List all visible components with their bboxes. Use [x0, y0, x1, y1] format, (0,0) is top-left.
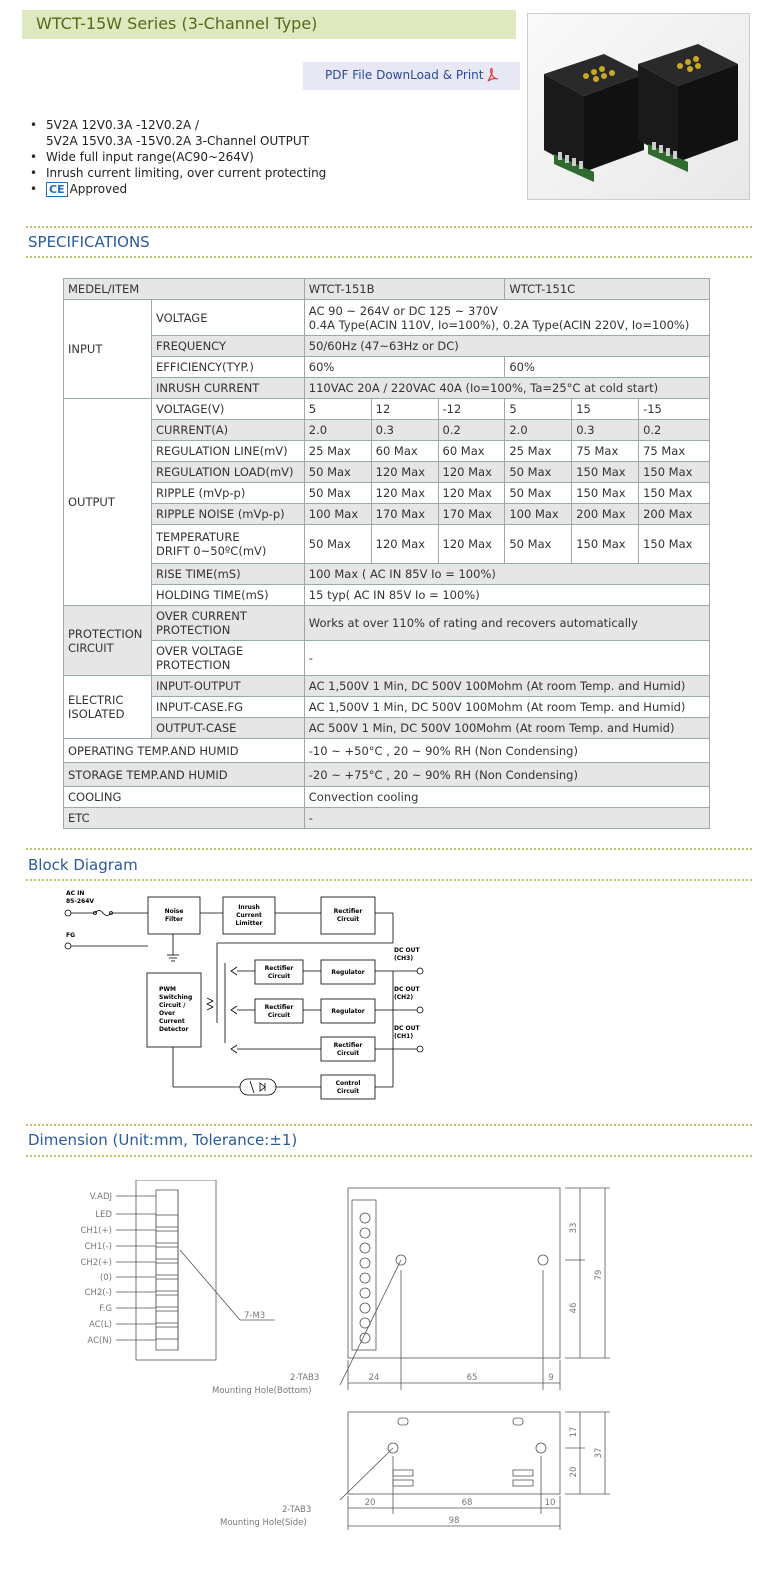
diagram-label: Rectifier [333, 908, 363, 915]
table-cell: AC 500V 1 Min, DC 500V 100Mohm (At room Temp. and Humid) [304, 718, 709, 739]
table-header-cell: WTCT-151C [505, 279, 710, 300]
diagram-label: DC OUT [394, 986, 420, 993]
table-cell: 2.0 [304, 420, 371, 441]
diagram-label: DC OUT [394, 1025, 420, 1032]
table-cell: 100 Max [304, 504, 371, 525]
table-cell: 50 Max [304, 462, 371, 483]
pdf-icon [485, 67, 499, 83]
table-cell: 200 Max [572, 504, 639, 525]
feature-item: • 5V2A 12V0.3A -12V0.2A / 5V2A 15V0.3A -15V0.2A 3-Channel OUTPUT [30, 117, 326, 149]
diagram-label: 65 [466, 1373, 478, 1383]
table-cell: 150 Max [639, 483, 710, 504]
diagram-label: 79 [594, 1269, 604, 1281]
diagram-label: Circuit [336, 916, 360, 923]
table-cell: VOLTAGE [151, 300, 304, 336]
table-cell: 25 Max [505, 441, 572, 462]
diagram-label: 10 [544, 1498, 556, 1508]
table-cell: REGULATION LOAD(mV) [151, 462, 304, 483]
table-cell: 110VAC 20A / 220VAC 40A (Io=100%, Ta=25°C at cold start) [304, 378, 709, 399]
diagram-label: PWM [159, 986, 176, 993]
table-cell: INPUT [64, 300, 152, 399]
diagram-label: Rectifier [333, 1042, 363, 1049]
divider [26, 879, 752, 881]
table-cell: 50 Max [505, 483, 572, 504]
table-cell: 0.3 [572, 420, 639, 441]
diagram-label: DC OUT [394, 947, 420, 954]
table-cell: 75 Max [639, 441, 710, 462]
table-cell: 25 Max [304, 441, 371, 462]
table-cell: -10 ~ +50°C , 20 ~ 90% RH (Non Condensing) [304, 739, 709, 763]
diagram-label: 9 [548, 1373, 554, 1383]
table-cell: 170 Max [438, 504, 505, 525]
diagram-label: Over [159, 1010, 176, 1017]
table-cell: 50 Max [505, 525, 572, 564]
table-row [64, 585, 710, 606]
table-cell: ELECTRIC ISOLATED [64, 676, 152, 739]
table-row [64, 441, 710, 462]
table-cell: 2.0 [505, 420, 572, 441]
spec-table [63, 278, 710, 829]
table-cell: 150 Max [572, 462, 639, 483]
table-cell: 200 Max [639, 504, 710, 525]
table-cell: 15 typ( AC IN 85V Io = 100%) [304, 585, 709, 606]
table-cell: 75 Max [572, 441, 639, 462]
diagram-label: Inrush [238, 904, 260, 911]
diagram-label: 20 [569, 1466, 579, 1478]
table-cell: OVER CURRENT PROTECTION [151, 606, 304, 641]
table-cell: 60 Max [371, 441, 438, 462]
table-cell: 150 Max [639, 525, 710, 564]
pdf-download-button[interactable] [303, 62, 520, 90]
diagram-label: 33 [569, 1222, 579, 1234]
table-row [64, 336, 710, 357]
table-cell: 100 Max [505, 504, 572, 525]
block-diagram [55, 883, 435, 1108]
product-photo [527, 13, 750, 200]
diagram-label: (CH1) [394, 1033, 414, 1040]
table-cell: 5 [505, 399, 572, 420]
diagram-label: Current [159, 1018, 185, 1025]
table-cell: AC 90 ~ 264V or DC 125 ~ 370V 0.4A Type(ACIN 110V, Io=100%), 0.2A Type(ACIN 220V, Io=100%) [304, 300, 709, 336]
table-cell: 50 Max [304, 483, 371, 504]
table-row [64, 808, 710, 829]
table-row [64, 420, 710, 441]
block-diagram-heading: Block Diagram [28, 856, 138, 874]
table-cell: RISE TIME(mS) [151, 564, 304, 585]
diagram-label: 2-TAB3 [282, 1505, 312, 1515]
diagram-label: Circuit [336, 1050, 360, 1057]
diagram-label: CH1(+) [80, 1226, 112, 1236]
diagram-label: 85-264V [66, 898, 95, 905]
table-row [64, 504, 710, 525]
diagram-label: Circuit [336, 1088, 360, 1095]
table-cell: -15 [639, 399, 710, 420]
diagram-label: 68 [461, 1498, 473, 1508]
divider [26, 256, 752, 258]
diagram-label: 37 [594, 1447, 604, 1459]
ce-mark-icon: CE [46, 182, 68, 197]
table-cell: 50/60Hz (47~63Hz or DC) [304, 336, 709, 357]
diagram-label: Noise [164, 908, 184, 915]
table-cell: COOLING [64, 787, 305, 808]
table-row [64, 763, 710, 787]
table-cell: 60% [505, 357, 710, 378]
dimension-drawing [60, 1180, 620, 1550]
table-cell: AC 1,500V 1 Min, DC 500V 100Mohm (At room Temp. and Humid) [304, 676, 709, 697]
table-cell: 100 Max ( AC IN 85V Io = 100%) [304, 564, 709, 585]
table-row [64, 357, 710, 378]
table-cell: REGULATION LINE(mV) [151, 441, 304, 462]
table-cell: OUTPUT-CASE [151, 718, 304, 739]
table-row [64, 279, 710, 300]
table-cell: FREQUENCY [151, 336, 304, 357]
diagram-label: FG [66, 932, 76, 939]
diagram-label: AC IN [66, 890, 85, 897]
table-cell: 120 Max [371, 462, 438, 483]
table-row [64, 718, 710, 739]
table-cell: OUTPUT [64, 399, 152, 606]
table-row [64, 483, 710, 504]
table-cell: 170 Max [371, 504, 438, 525]
diagram-label: 17 [569, 1426, 579, 1438]
table-header-cell: MEDEL/ITEM [64, 279, 305, 300]
table-cell: 120 Max [438, 462, 505, 483]
table-cell: ETC [64, 808, 305, 829]
table-row [64, 606, 710, 641]
table-cell: 120 Max [371, 483, 438, 504]
table-cell: Works at over 110% of rating and recovers automatically [304, 606, 709, 641]
table-cell: 150 Max [639, 462, 710, 483]
diagram-label: Regulator [331, 969, 365, 976]
table-cell: 15 [572, 399, 639, 420]
table-cell: INPUT-CASE.FG [151, 697, 304, 718]
table-cell: 120 Max [438, 483, 505, 504]
table-row [64, 525, 710, 564]
diagram-label: (0) [99, 1273, 112, 1283]
diagram-label: Mounting Hole(Bottom) [212, 1386, 312, 1396]
table-cell: VOLTAGE(V) [151, 399, 304, 420]
table-cell: 50 Max [304, 525, 371, 564]
table-cell: 150 Max [572, 483, 639, 504]
feature-item: • Wide full input range(AC90~264V) [30, 149, 326, 165]
product-title: WTCT-15W Series (3-Channel Type) [36, 14, 318, 33]
table-cell: PROTECTION CIRCUIT [64, 606, 152, 676]
diagram-label: AC(L) [89, 1320, 112, 1330]
table-cell: 50 Max [505, 462, 572, 483]
diagram-label: Circuit [267, 1012, 291, 1019]
diagram-label: Switching [159, 994, 193, 1001]
diagram-label: Rectifier [264, 1004, 294, 1011]
table-cell: 60 Max [438, 441, 505, 462]
diagram-label: Current [236, 912, 262, 919]
table-cell: 12 [371, 399, 438, 420]
divider [26, 1155, 752, 1157]
diagram-label: Detector [159, 1026, 189, 1033]
divider [26, 1124, 752, 1126]
diagram-label: AC(N) [87, 1336, 112, 1346]
diagram-label: Control [335, 1080, 361, 1087]
divider [26, 848, 752, 850]
table-cell: - [304, 641, 709, 676]
diagram-label: (CH3) [394, 955, 414, 962]
diagram-label: Circuit [267, 973, 291, 980]
diagram-label: F.G [99, 1304, 112, 1314]
diagram-label: 20 [364, 1498, 376, 1508]
diagram-label: Circuit / [159, 1002, 186, 1009]
dimension-heading: Dimension (Unit:mm, Tolerance:±1) [28, 1131, 298, 1149]
feature-item: • Inrush current limiting, over current protecting [30, 165, 326, 181]
table-cell: Convection cooling [304, 787, 709, 808]
table-row [64, 462, 710, 483]
diagram-label: LED [95, 1210, 112, 1220]
table-row [64, 300, 710, 336]
diagram-label: CH2(-) [84, 1288, 112, 1298]
feature-item: • CE Approved [30, 181, 326, 197]
table-cell: 60% [304, 357, 505, 378]
table-cell: OPERATING TEMP.AND HUMID [64, 739, 305, 763]
table-cell: TEMPERATURE DRIFT 0~50ºC(mV) [151, 525, 304, 564]
table-cell: 0.3 [371, 420, 438, 441]
table-cell: AC 1,500V 1 Min, DC 500V 100Mohm (At room Temp. and Humid) [304, 697, 709, 718]
table-cell: CURRENT(A) [151, 420, 304, 441]
diagram-label: 2-TAB3 [290, 1373, 320, 1383]
diagram-label: Filter [164, 916, 184, 923]
table-cell: 120 Max [371, 525, 438, 564]
diagram-label: V.ADJ [89, 1192, 112, 1202]
divider [26, 226, 752, 228]
table-row [64, 641, 710, 676]
diagram-label: 98 [448, 1516, 460, 1526]
table-cell: 0.2 [639, 420, 710, 441]
diagram-label: 24 [368, 1373, 380, 1383]
diagram-label: 7-M3 [244, 1311, 266, 1321]
table-cell: OVER VOLTAGE PROTECTION [151, 641, 304, 676]
table-cell: STORAGE TEMP.AND HUMID [64, 763, 305, 787]
table-row [64, 739, 710, 763]
diagram-label: 46 [569, 1302, 579, 1314]
table-row [64, 676, 710, 697]
table-cell: 0.2 [438, 420, 505, 441]
table-cell: RIPPLE (mVp-p) [151, 483, 304, 504]
table-cell: - [304, 808, 709, 829]
table-row [64, 787, 710, 808]
diagram-label: CH1(-) [84, 1242, 112, 1252]
diagram-label: Mounting Hole(Side) [220, 1518, 307, 1528]
table-cell: INRUSH CURRENT [151, 378, 304, 399]
table-cell: RIPPLE NOISE (mVp-p) [151, 504, 304, 525]
pdf-download-label: PDF File DownLoad & Print [325, 68, 484, 82]
diagram-label: Limitter [235, 920, 263, 927]
table-row [64, 697, 710, 718]
table-row [64, 378, 710, 399]
table-row [64, 399, 710, 420]
product-title-bar [22, 10, 516, 39]
power-supply-image [528, 14, 749, 199]
table-cell: 120 Max [438, 525, 505, 564]
table-cell: 150 Max [572, 525, 639, 564]
table-header-cell: WTCT-151B [304, 279, 505, 300]
feature-list [30, 117, 326, 197]
table-cell: -12 [438, 399, 505, 420]
table-cell: INPUT-OUTPUT [151, 676, 304, 697]
diagram-label: (CH2) [394, 994, 414, 1001]
diagram-label: Regulator [331, 1008, 365, 1015]
diagram-label: CH2(+) [80, 1258, 112, 1268]
diagram-label: Rectifier [264, 965, 294, 972]
table-cell: -20 ~ +75°C , 20 ~ 90% RH (Non Condensing) [304, 763, 709, 787]
specifications-heading: SPECIFICATIONS [28, 233, 150, 251]
table-row [64, 564, 710, 585]
table-cell: EFFICIENCY(TYP.) [151, 357, 304, 378]
table-cell: HOLDING TIME(mS) [151, 585, 304, 606]
table-cell: 5 [304, 399, 371, 420]
